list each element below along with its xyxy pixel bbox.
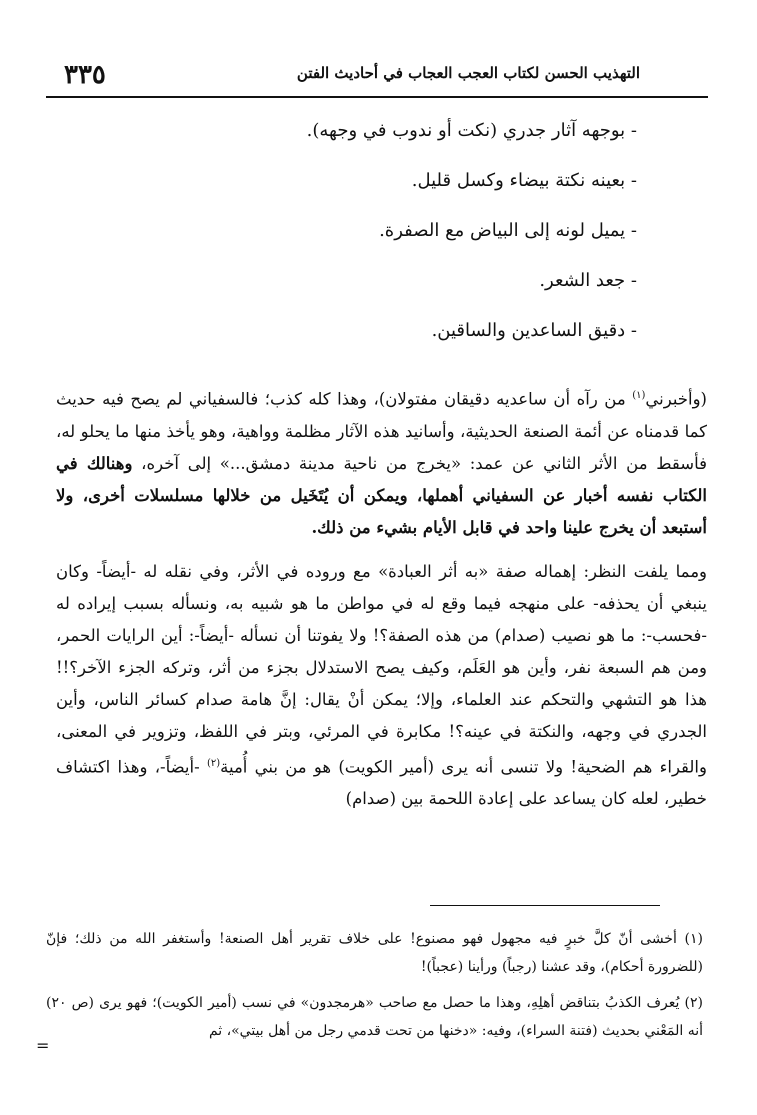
bullet-item: - يميل لونه إلى البياض مع الصفرة. xyxy=(379,220,637,241)
paragraph-2 xyxy=(56,556,707,816)
bullet-item: - دقيق الساعدين والساقين. xyxy=(431,320,637,341)
footnote-1: (١) أخشى أنّ كلَّ خبرٍ فيه مجهول فهو مصنوع! على خلاف تقرير أهل الصنعة! وأستغفر الله من ذلك؛ فإنّ (للضرورة أحكام)، وقد عشنا (رجباً) ورأينا (عجباً)! xyxy=(46,931,703,975)
paragraph-2-text-cont: -أيضاً-، وهذا اكتشاف خطير، لعله كان يساعد على إعادة اللحمة بين (صدام) xyxy=(56,757,707,808)
footnote-separator xyxy=(430,905,660,906)
page-header xyxy=(46,56,708,98)
page-number: ٣٣٥ xyxy=(64,60,106,90)
paragraph-2-text: ومما يلفت النظر: إهماله صفة «به أثر العبادة» مع وروده في الأثر، وفي نقله له -أيضاً- وكان ينبغي أن يحذفه- على منهجه فيما وقع له في مواطن ما هو شبيه به، ونسأله بسبب إيراده له -فحسب-: ما هو نصيب (صدام) من هذه الصفة؟! ولا يفوتنا أن نسأله -أيضاً-: أين الرايات الحمر، ومن هم السبعة نفر، وأين هو العَلَم، وكيف يصح الاستدلال بجزء من أثر، وتركه الجزء الآخر؟!! هذا هو التشهي والتحكم عند العلماء، وإلا؛ يمكن أنْ يقال: إنَّ هامة صدام كسائر الناس، وأين الجدري في وجهه، والنكتة في عينه؟! مكابرة في المرئي، وبتر في اللفظ، وتزوير في المعنى، والقراء هم الضحية! ولا تنسى أنه يرى (أمير الكويت) هو من بني أُمية xyxy=(56,561,707,776)
paragraph-1 xyxy=(56,380,707,544)
footnote-ref-2: (٢) xyxy=(206,757,221,769)
footnote-2: (٢) يُعرف الكذبُ بتناقض أهلِهِ، وهذا ما حصل مع صاحب «هرمجدون» في نسب (أمير الكويت)؛ فهو يرى (ص ٢٠) أنه المَعْني بحديث (فتنة السراء)، وفيه: «دخنها من تحت قدمي رجل من أهل بيتي»، ثم xyxy=(46,995,703,1039)
main-text xyxy=(56,118,707,815)
running-title: التهذيب الحسن لكتاب العجب العجاب في أحاديث الفتن xyxy=(296,64,640,82)
footnotes xyxy=(46,925,703,1053)
bullet-item: - جعد الشعر. xyxy=(539,270,637,291)
footnote-ref-1: (١) xyxy=(632,390,646,401)
paragraph-1-text-cont: من رآه أن ساعديه دقيقان مفتولان)، وهذا كله كذب؛ فالسفياني لم يصح فيه حديث كما قدمناه عن أئمة الصنعة الحديثية، وأسانيد هذه الآثار مظلمة وواهية، وهو يأخذ منها ما يحلو له، فأسقط من الأثر الثاني عن عمد: «يخرج من ناحية مدينة دمشق...» إلى آخره، xyxy=(56,389,708,473)
bullet-item: - بوجهه آثار جدري (نكت أو ندوب في وجهه). xyxy=(306,120,637,141)
paragraph-1-bold: وهنالك في الكتاب نفسه أخبار عن السفياني أهملها، ويمكن أن يُتَخَيل من خلالها مسلسلات أخرى، ولا أستبعد أن يخرج علينا واحد في قابل الأيام بشيء من ذلك. xyxy=(56,453,707,537)
paragraph-1-text: (وأخبرني xyxy=(645,389,707,409)
bullet-item: - بعينه نكتة بيضاء وكسل قليل. xyxy=(411,170,637,191)
continuation-mark: = xyxy=(36,1036,50,1055)
